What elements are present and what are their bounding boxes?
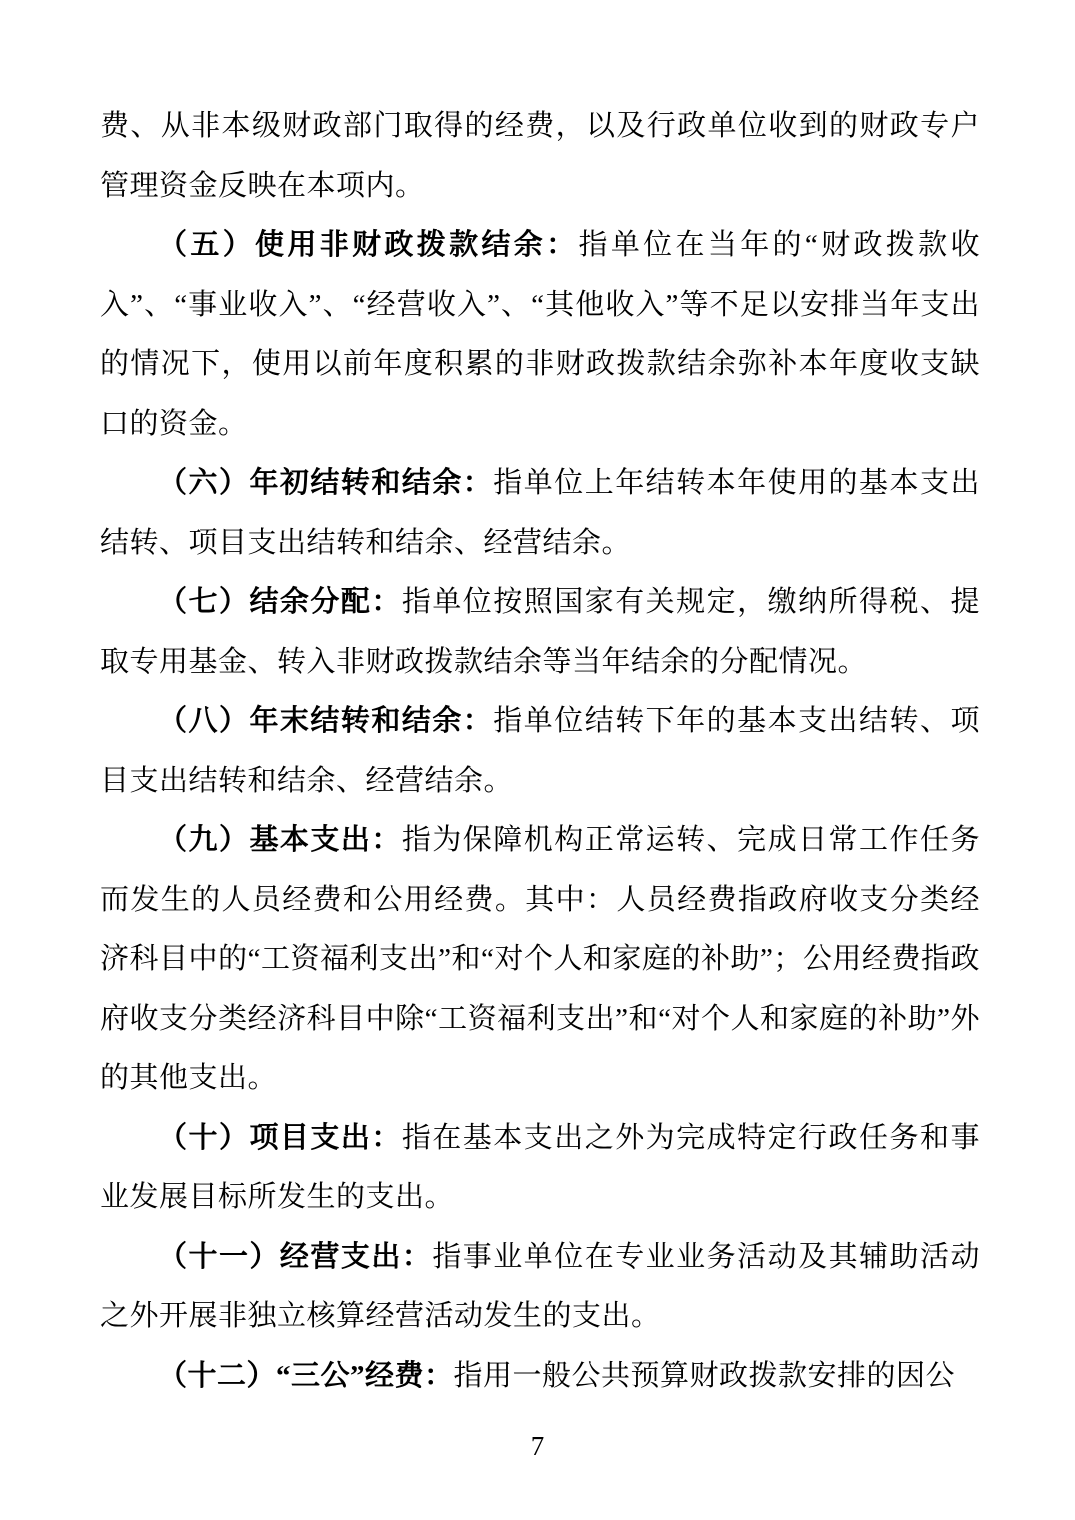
paragraph-lead: （六）年初结转和结余： [158,467,494,499]
page-number: 7 [530,1431,545,1461]
paragraph-text: 指单位结转下年的基本支出结转、项目支出结转和结余、经营结余。 [100,705,980,797]
paragraph-continuation [100,97,980,216]
paragraph-item-11 [100,1228,980,1347]
paragraph-text: 指单位按照国家有关规定，缴纳所得税、提取专用基金、转入非财政拨款结余等当年结余的分配情况。 [100,586,980,678]
paragraph-item-9 [100,811,980,1109]
paragraph-item-10 [100,1109,980,1228]
paragraph-lead: （七）结余分配： [158,586,402,618]
paragraph-item-5 [100,216,980,454]
paragraph-text: 费、从非本级财政部门取得的经费，以及行政单位收到的财政专户管理资金反映在本项内。 [100,110,980,202]
paragraph-text: 指为保障机构正常运转、完成日常工作任务而发生的人员经费和公用经费。其中：人员经费指政府收支分类经济科目中的“工资福利支出”和“对个人和家庭的补助”；公用经费指政府收支分类经济科目中除“工资福利支出”和“对个人和家庭的补助”外的其他支出。 [100,824,980,1094]
paragraph-lead: （八）年末结转和结余： [158,705,494,737]
paragraph-item-8 [100,692,980,811]
paragraph-text: 指用一般公共预算财政拨款安排的因公 [453,1359,956,1392]
paragraph-item-6 [100,454,980,573]
paragraph-item-12 [100,1347,980,1407]
paragraph-lead: （五）使用非财政拨款结余： [158,229,579,261]
document-body [100,97,980,1406]
paragraph-lead: （十一）经营支出： [158,1240,433,1273]
paragraph-text: 指在基本支出之外为完成特定行政任务和事业发展目标所发生的支出。 [100,1121,980,1213]
paragraph-item-7 [100,573,980,692]
paragraph-lead: （十二）“三公”经费： [158,1359,454,1392]
paragraph-text: 指事业单位在专业业务活动及其辅助活动之外开展非独立核算经营活动发生的支出。 [100,1240,980,1332]
paragraph-text: 指单位在当年的“财政拨款收入”、“事业收入”、“经营收入”、“其他收入”等不足以安排当年支出的情况下，使用以前年度积累的非财政拨款结余弥补本年度收支缺口的资金。 [100,229,980,440]
paragraph-lead: （九）基本支出： [158,824,402,856]
paragraph-lead: （十）项目支出： [158,1121,402,1154]
paragraph-text: 指单位上年结转本年使用的基本支出结转、项目支出结转和结余、经营结余。 [100,467,980,559]
